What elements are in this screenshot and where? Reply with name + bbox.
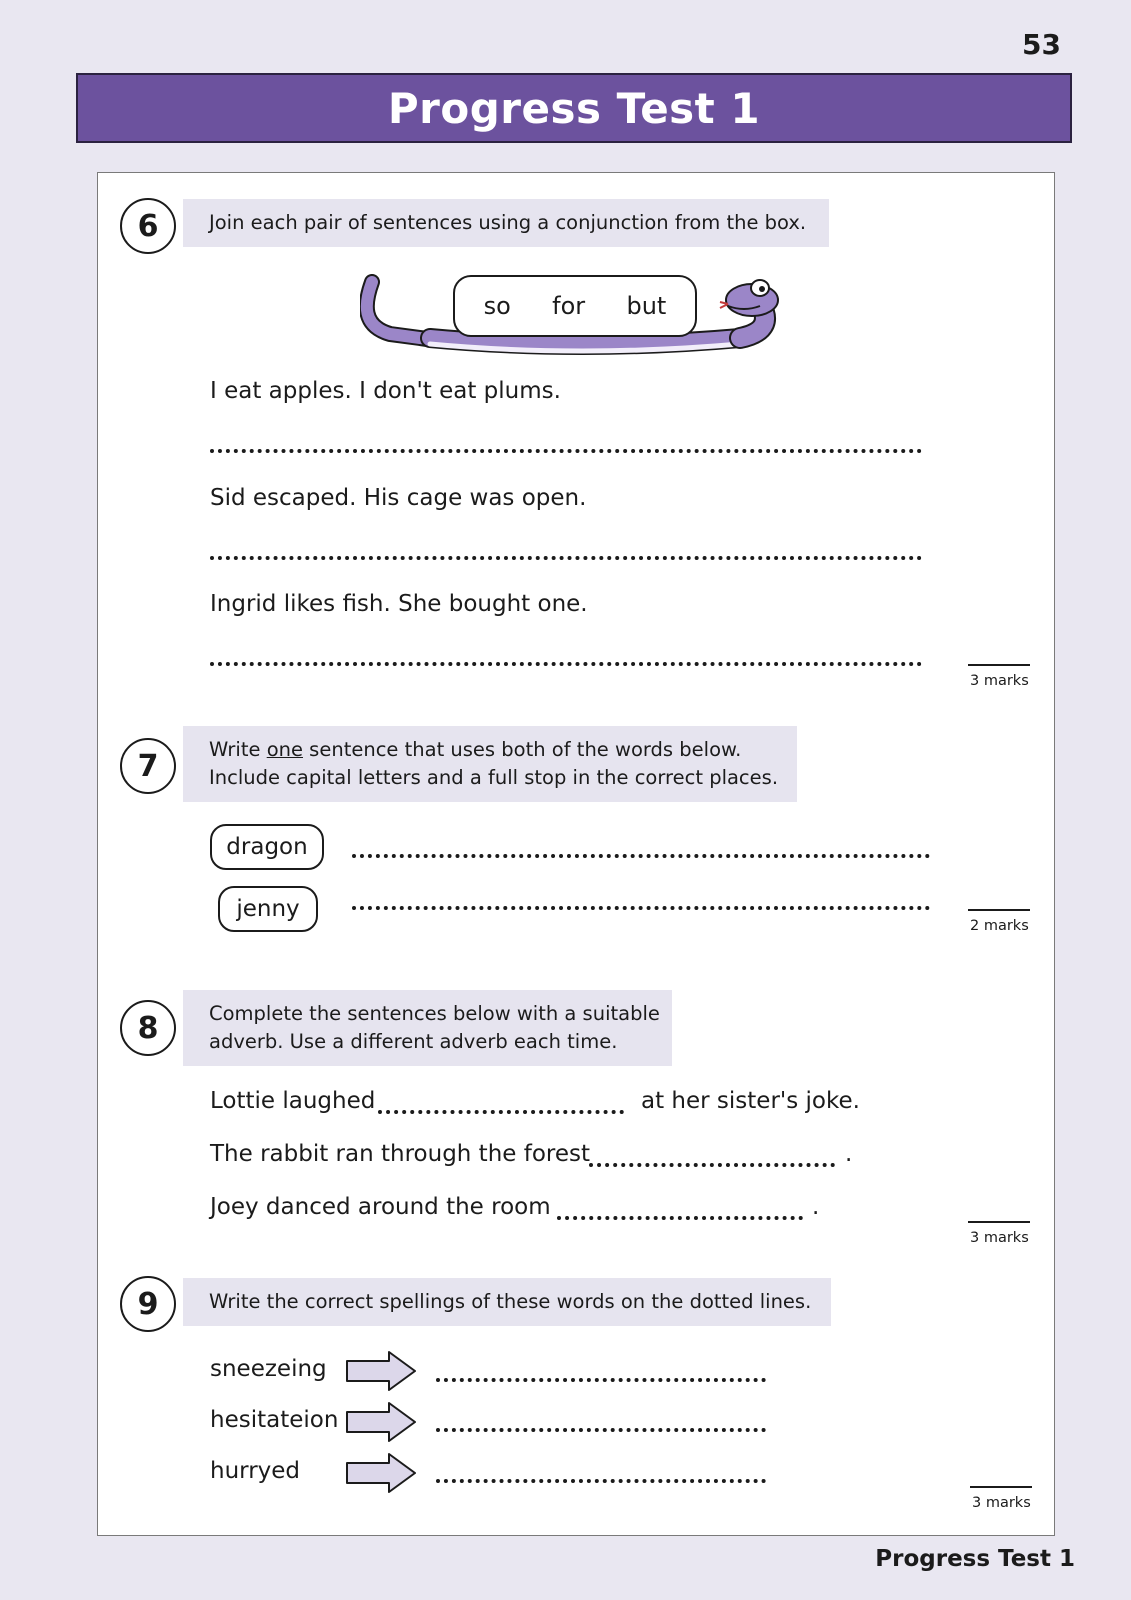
conjunction-but: but	[626, 292, 667, 320]
question-8-instruction-line-2: adverb. Use a different adverb each time.	[209, 1030, 618, 1053]
question-9-instruction	[183, 1278, 831, 1326]
question-7-instruction-line-2: Include capital letters and a full stop in the correct places.	[209, 766, 779, 789]
q8-sentence-1-end: at her sister's joke.	[641, 1088, 860, 1114]
q6-answer-line-2[interactable]	[210, 556, 922, 560]
footer-label: Progress Test 1	[875, 1546, 1075, 1572]
q8-sentence-2-end: .	[845, 1141, 853, 1167]
question-8-instruction	[183, 990, 672, 1066]
question-6-number: 6	[120, 198, 176, 254]
q6-sentence-3: Ingrid likes fish. She bought one.	[210, 591, 588, 617]
arrow-right-icon	[345, 1350, 417, 1392]
emphasis-one: one	[266, 738, 303, 761]
word-box-dragon: dragon	[210, 824, 324, 870]
question-6-instruction	[183, 199, 829, 247]
question-8-instruction-line-1: Complete the sentences below with a suitable	[209, 1002, 660, 1025]
question-7-instruction-line-1: Write one sentence that uses both of the words below.	[209, 738, 742, 761]
q7-marks-line	[968, 909, 1030, 911]
q7-answer-line-1[interactable]	[352, 854, 930, 858]
question-9-instruction-text: Write the correct spellings of these words on the dotted lines.	[209, 1290, 812, 1313]
q8-answer-line-2[interactable]	[589, 1163, 835, 1167]
conjunction-box	[453, 275, 697, 337]
q8-sentence-3-start: Joey danced around the room	[210, 1194, 551, 1220]
page-title: Progress Test 1	[387, 83, 761, 133]
q8-sentence-2-start: The rabbit ran through the forest	[210, 1141, 591, 1167]
q9-word-3: hurryed	[210, 1458, 301, 1484]
question-7-number: 7	[120, 738, 176, 794]
q8-marks-line	[968, 1221, 1030, 1223]
q9-marks-line	[970, 1486, 1032, 1488]
q9-marks: 3 marks	[972, 1495, 1031, 1511]
q6-answer-line-1[interactable]	[210, 449, 922, 453]
arrow-right-icon	[345, 1401, 417, 1443]
q7-answer-line-2[interactable]	[352, 906, 930, 910]
word-box-jenny: jenny	[218, 886, 318, 932]
title-banner	[76, 73, 1072, 143]
question-8-number: 8	[120, 1000, 176, 1056]
q9-answer-line-1[interactable]	[436, 1378, 766, 1382]
q6-marks-line	[968, 664, 1030, 666]
q9-answer-line-3[interactable]	[436, 1479, 766, 1483]
q6-answer-line-3[interactable]	[210, 662, 922, 666]
q8-answer-line-1[interactable]	[378, 1110, 624, 1114]
q9-word-1: sneezeing	[210, 1356, 327, 1382]
q8-marks: 3 marks	[970, 1230, 1029, 1246]
conjunction-so: so	[483, 292, 511, 320]
conjunction-for: for	[552, 292, 586, 320]
q6-sentence-2: Sid escaped. His cage was open.	[210, 485, 587, 511]
q6-marks: 3 marks	[970, 673, 1029, 689]
q9-word-2: hesitateion	[210, 1407, 339, 1433]
arrow-right-icon	[345, 1452, 417, 1494]
q9-answer-line-2[interactable]	[436, 1428, 766, 1432]
question-6-instruction-text: Join each pair of sentences using a conjunction from the box.	[209, 211, 807, 234]
question-9-number: 9	[120, 1276, 176, 1332]
q8-sentence-3-end: .	[812, 1194, 820, 1220]
q6-sentence-1: I eat apples. I don't eat plums.	[210, 378, 561, 404]
q8-answer-line-3[interactable]	[557, 1216, 803, 1220]
page-number: 53	[1022, 28, 1061, 61]
q8-sentence-1-start: Lottie laughed	[210, 1088, 376, 1114]
q7-marks: 2 marks	[970, 918, 1029, 934]
question-7-instruction	[183, 726, 797, 802]
